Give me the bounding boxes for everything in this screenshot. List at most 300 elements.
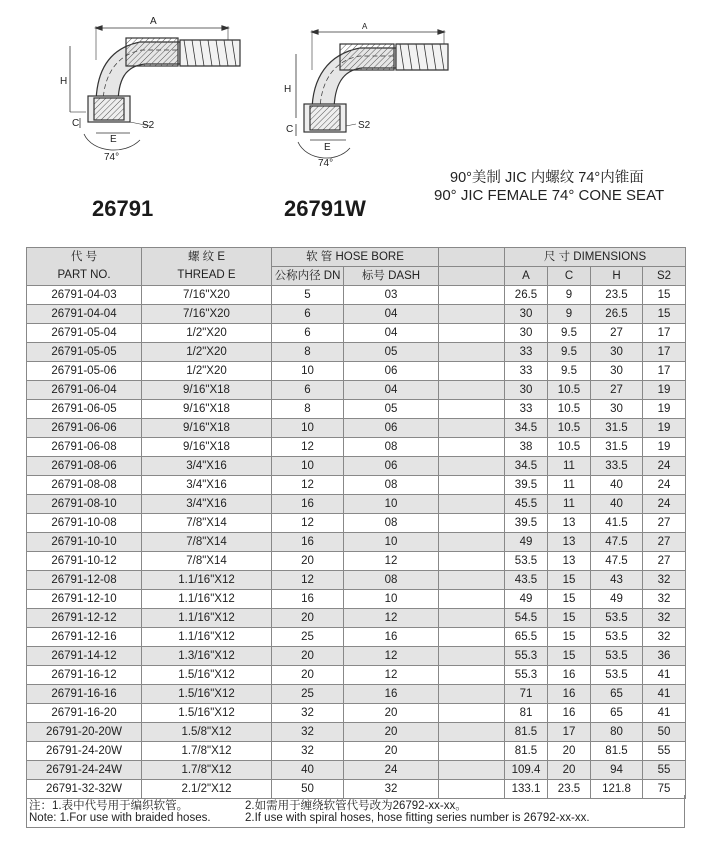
- cell-c: 15: [548, 571, 591, 590]
- cell-part-no: 26791-08-06: [27, 457, 142, 476]
- cell-thread: 1.1/16"X12: [142, 590, 272, 609]
- cell-thread: 7/16"X20: [142, 305, 272, 324]
- cell-h: 23.5: [591, 286, 643, 305]
- header-dash: 标号 DASH: [344, 267, 439, 286]
- cell-c: 16: [548, 666, 591, 685]
- cell-h: 47.5: [591, 533, 643, 552]
- header-gap-cell: [439, 248, 505, 267]
- cell-s2: 27: [643, 533, 686, 552]
- cell-c: 10.5: [548, 419, 591, 438]
- cell-thread: 1.3/16"X12: [142, 647, 272, 666]
- cell-a: 26.5: [505, 286, 548, 305]
- cell-h: 40: [591, 476, 643, 495]
- cell-part-no: 26791-14-12: [27, 647, 142, 666]
- cell-dn: 6: [272, 324, 344, 343]
- cell-gap: [439, 514, 505, 533]
- cell-gap: [439, 381, 505, 400]
- cell-h: 43: [591, 571, 643, 590]
- cell-c: 13: [548, 514, 591, 533]
- title-chinese: 90°美制 JIC 内螺纹 74°内锥面: [450, 170, 644, 186]
- cell-h: 94: [591, 761, 643, 780]
- cell-h: 27: [591, 381, 643, 400]
- cell-s2: 19: [643, 438, 686, 457]
- cell-c: 11: [548, 457, 591, 476]
- cell-s2: 15: [643, 305, 686, 324]
- cell-h: 65: [591, 704, 643, 723]
- cell-dash: 10: [344, 533, 439, 552]
- cell-a: 133.1: [505, 780, 548, 799]
- cell-dn: 20: [272, 552, 344, 571]
- cell-c: 11: [548, 495, 591, 514]
- cell-part-no: 26791-16-12: [27, 666, 142, 685]
- cell-part-no: 26791-16-20: [27, 704, 142, 723]
- cell-dn: 10: [272, 457, 344, 476]
- label-a-1: A: [150, 16, 157, 27]
- cell-dn: 20: [272, 666, 344, 685]
- cell-a: 34.5: [505, 457, 548, 476]
- cell-part-no: 26791-05-04: [27, 324, 142, 343]
- cell-gap: [439, 438, 505, 457]
- cell-h: 80: [591, 723, 643, 742]
- cell-dn: 50: [272, 780, 344, 799]
- cell-thread: 7/16"X20: [142, 286, 272, 305]
- header-row-en: [27, 267, 686, 286]
- cell-part-no: 26791-04-04: [27, 305, 142, 324]
- header-thread-cn: 螺 纹 E: [142, 248, 272, 267]
- notes-box: [26, 795, 685, 828]
- label-h-2: H: [284, 84, 292, 95]
- table-row: [27, 533, 686, 552]
- cell-c: 9.5: [548, 343, 591, 362]
- cell-a: 39.5: [505, 476, 548, 495]
- cell-part-no: 26791-06-08: [27, 438, 142, 457]
- cell-h: 26.5: [591, 305, 643, 324]
- cell-dn: 20: [272, 609, 344, 628]
- cell-s2: 41: [643, 704, 686, 723]
- cell-thread: 7/8"X14: [142, 552, 272, 571]
- cell-s2: 24: [643, 495, 686, 514]
- table-row: [27, 590, 686, 609]
- cell-dn: 12: [272, 514, 344, 533]
- cell-c: 15: [548, 590, 591, 609]
- note-en-2: 2.If use with spiral hoses, hose fitting series number is 26792-xx-xx.: [245, 812, 590, 824]
- cell-thread: 9/16"X18: [142, 381, 272, 400]
- spec-table: [26, 247, 686, 799]
- cell-s2: 41: [643, 685, 686, 704]
- cell-gap: [439, 476, 505, 495]
- cell-part-no: 26791-24-24W: [27, 761, 142, 780]
- cell-a: 71: [505, 685, 548, 704]
- header-hose-cn: 软 管 HOSE BORE: [272, 248, 439, 267]
- cell-s2: 27: [643, 514, 686, 533]
- cell-dash: 08: [344, 571, 439, 590]
- cell-dash: 12: [344, 552, 439, 571]
- cell-h: 41.5: [591, 514, 643, 533]
- label-angle-1: 74°: [104, 152, 120, 163]
- cell-gap: [439, 761, 505, 780]
- cell-c: 13: [548, 552, 591, 571]
- cell-s2: 55: [643, 742, 686, 761]
- table-row: [27, 571, 686, 590]
- cell-gap: [439, 685, 505, 704]
- cell-h: 65: [591, 685, 643, 704]
- model-number-26791w: 26791W: [284, 196, 366, 221]
- cell-part-no: 26791-12-12: [27, 609, 142, 628]
- label-angle-2: 74°: [318, 158, 334, 169]
- cell-dn: 25: [272, 628, 344, 647]
- cell-s2: 17: [643, 343, 686, 362]
- cell-s2: 32: [643, 571, 686, 590]
- cell-dash: 12: [344, 647, 439, 666]
- cell-part-no: 26791-05-06: [27, 362, 142, 381]
- cell-thread: 1.1/16"X12: [142, 609, 272, 628]
- cell-dn: 6: [272, 381, 344, 400]
- table-row: [27, 514, 686, 533]
- header-dn: 公称内径 DN: [272, 267, 344, 286]
- cell-h: 30: [591, 362, 643, 381]
- cell-thread: 1.1/16"X12: [142, 571, 272, 590]
- cell-part-no: 26791-12-08: [27, 571, 142, 590]
- cell-thread: 9/16"X18: [142, 400, 272, 419]
- cell-s2: 41: [643, 666, 686, 685]
- cell-dash: 16: [344, 685, 439, 704]
- cell-c: 9.5: [548, 324, 591, 343]
- cell-thread: 1/2"X20: [142, 362, 272, 381]
- cell-dash: 32: [344, 780, 439, 799]
- header-dims-cn: 尺 寸 DIMENSIONS: [505, 248, 686, 267]
- cell-gap: [439, 647, 505, 666]
- label-e-1: E: [110, 134, 117, 145]
- cell-a: 54.5: [505, 609, 548, 628]
- cell-a: 30: [505, 324, 548, 343]
- cell-a: 34.5: [505, 419, 548, 438]
- cell-dash: 05: [344, 400, 439, 419]
- table-row: [27, 704, 686, 723]
- cell-a: 49: [505, 533, 548, 552]
- table-row: [27, 362, 686, 381]
- header-h: H: [591, 267, 643, 286]
- cell-s2: 32: [643, 609, 686, 628]
- cell-c: 9.5: [548, 362, 591, 381]
- cell-h: 33.5: [591, 457, 643, 476]
- table-row: [27, 343, 686, 362]
- cell-dash: 20: [344, 704, 439, 723]
- cell-h: 31.5: [591, 419, 643, 438]
- cell-thread: 9/16"X18: [142, 438, 272, 457]
- cell-h: 40: [591, 495, 643, 514]
- drawing-26791w: [296, 30, 448, 158]
- cell-c: 10.5: [548, 438, 591, 457]
- cell-dash: 08: [344, 438, 439, 457]
- cell-gap: [439, 457, 505, 476]
- cell-gap: [439, 609, 505, 628]
- cell-c: 9: [548, 286, 591, 305]
- cell-dash: 20: [344, 742, 439, 761]
- cell-part-no: 26791-20-20W: [27, 723, 142, 742]
- cell-dn: 12: [272, 571, 344, 590]
- table-row: [27, 742, 686, 761]
- table-row: [27, 419, 686, 438]
- cell-h: 53.5: [591, 628, 643, 647]
- cell-dn: 16: [272, 495, 344, 514]
- cell-dn: 8: [272, 400, 344, 419]
- cell-c: 17: [548, 723, 591, 742]
- cell-part-no: 26791-10-12: [27, 552, 142, 571]
- cell-dn: 10: [272, 419, 344, 438]
- cell-s2: 24: [643, 457, 686, 476]
- cell-thread: 3/4"X16: [142, 495, 272, 514]
- cell-a: 65.5: [505, 628, 548, 647]
- cell-a: 39.5: [505, 514, 548, 533]
- cell-dn: 32: [272, 723, 344, 742]
- cell-dash: 04: [344, 381, 439, 400]
- cell-gap: [439, 571, 505, 590]
- header-part-en: PART NO.: [27, 267, 142, 286]
- cell-a: 38: [505, 438, 548, 457]
- cell-dn: 16: [272, 590, 344, 609]
- cell-gap: [439, 495, 505, 514]
- table-row: [27, 305, 686, 324]
- model-number-26791: 26791: [92, 196, 154, 221]
- cell-h: 121.8: [591, 780, 643, 799]
- cell-s2: 19: [643, 381, 686, 400]
- cell-dn: 5: [272, 286, 344, 305]
- table-row: [27, 552, 686, 571]
- cell-dash: 08: [344, 476, 439, 495]
- header-row-cn: [27, 248, 686, 267]
- cell-gap: [439, 590, 505, 609]
- cell-gap: [439, 628, 505, 647]
- cell-a: 33: [505, 400, 548, 419]
- cell-dn: 12: [272, 438, 344, 457]
- cell-c: 23.5: [548, 780, 591, 799]
- cell-a: 81.5: [505, 723, 548, 742]
- cell-c: 15: [548, 609, 591, 628]
- cell-dash: 06: [344, 457, 439, 476]
- cell-s2: 75: [643, 780, 686, 799]
- label-a-2: A: [362, 22, 368, 31]
- table-row: [27, 761, 686, 780]
- table-row: [27, 286, 686, 305]
- cell-part-no: 26791-08-08: [27, 476, 142, 495]
- cell-s2: 24: [643, 476, 686, 495]
- cell-gap: [439, 286, 505, 305]
- header-gap-cell: [439, 267, 505, 286]
- cell-dash: 05: [344, 343, 439, 362]
- cell-s2: 17: [643, 324, 686, 343]
- cell-c: 15: [548, 628, 591, 647]
- cell-dn: 40: [272, 761, 344, 780]
- cell-dash: 10: [344, 495, 439, 514]
- cell-s2: 32: [643, 590, 686, 609]
- cell-c: 10.5: [548, 400, 591, 419]
- cell-s2: 36: [643, 647, 686, 666]
- cell-c: 16: [548, 704, 591, 723]
- cell-gap: [439, 305, 505, 324]
- cell-thread: 3/4"X16: [142, 476, 272, 495]
- cell-thread: 1.5/16"X12: [142, 685, 272, 704]
- cell-gap: [439, 362, 505, 381]
- cell-part-no: 26791-12-16: [27, 628, 142, 647]
- cell-gap: [439, 742, 505, 761]
- cell-dash: 06: [344, 419, 439, 438]
- note-en-1: Note: 1.For use with braided hoses.: [29, 812, 211, 824]
- table-row: [27, 400, 686, 419]
- header-s2: S2: [643, 267, 686, 286]
- cell-thread: 2.1/2"X12: [142, 780, 272, 799]
- label-e-2: E: [324, 142, 331, 153]
- cell-part-no: 26791-08-10: [27, 495, 142, 514]
- label-c-1: C: [72, 118, 80, 129]
- cell-dash: 08: [344, 514, 439, 533]
- cell-dn: 20: [272, 647, 344, 666]
- cell-thread: 1.7/8"X12: [142, 761, 272, 780]
- cell-thread: 1/2"X20: [142, 343, 272, 362]
- cell-h: 53.5: [591, 609, 643, 628]
- cell-part-no: 26791-04-03: [27, 286, 142, 305]
- cell-dash: 06: [344, 362, 439, 381]
- cell-thread: 7/8"X14: [142, 514, 272, 533]
- cell-part-no: 26791-12-10: [27, 590, 142, 609]
- cell-gap: [439, 343, 505, 362]
- table-row: [27, 628, 686, 647]
- cell-s2: 55: [643, 761, 686, 780]
- cell-part-no: 26791-32-32W: [27, 780, 142, 799]
- cell-a: 43.5: [505, 571, 548, 590]
- header-c: C: [548, 267, 591, 286]
- cell-dn: 25: [272, 685, 344, 704]
- cell-a: 81.5: [505, 742, 548, 761]
- cell-c: 10.5: [548, 381, 591, 400]
- cell-dn: 8: [272, 343, 344, 362]
- cell-s2: 17: [643, 362, 686, 381]
- cell-part-no: 26791-16-16: [27, 685, 142, 704]
- note-cn-1: 注：1.表中代号用于编织软管。: [29, 800, 189, 812]
- cell-dash: 03: [344, 286, 439, 305]
- cell-thread: 1.5/16"X12: [142, 704, 272, 723]
- cell-a: 30: [505, 305, 548, 324]
- table-row: [27, 381, 686, 400]
- cell-part-no: 26791-24-20W: [27, 742, 142, 761]
- header-part-cn: 代 号: [27, 248, 142, 267]
- cell-h: 30: [591, 400, 643, 419]
- label-s2-2: S2: [358, 120, 371, 131]
- table-row: [27, 666, 686, 685]
- cell-dash: 12: [344, 609, 439, 628]
- cell-a: 55.3: [505, 666, 548, 685]
- label-h-1: H: [60, 76, 68, 87]
- header-a: A: [505, 267, 548, 286]
- cell-thread: 1/2"X20: [142, 324, 272, 343]
- cell-dash: 24: [344, 761, 439, 780]
- cell-thread: 1.7/8"X12: [142, 742, 272, 761]
- cell-dash: 12: [344, 666, 439, 685]
- drawing-26791: [70, 26, 240, 150]
- cell-dn: 32: [272, 704, 344, 723]
- table-row: [27, 457, 686, 476]
- cell-c: 9: [548, 305, 591, 324]
- cell-a: 81: [505, 704, 548, 723]
- cell-gap: [439, 723, 505, 742]
- cell-s2: 19: [643, 419, 686, 438]
- title-english: 90° JIC FEMALE 74° CONE SEAT: [434, 187, 665, 204]
- cell-c: 20: [548, 761, 591, 780]
- cell-c: 11: [548, 476, 591, 495]
- cell-thread: 1.5/8"X12: [142, 723, 272, 742]
- cell-c: 15: [548, 647, 591, 666]
- cell-h: 27: [591, 324, 643, 343]
- cell-thread: 1.1/16"X12: [142, 628, 272, 647]
- cell-gap: [439, 704, 505, 723]
- cell-s2: 50: [643, 723, 686, 742]
- cell-h: 47.5: [591, 552, 643, 571]
- cell-a: 33: [505, 343, 548, 362]
- cell-a: 55.3: [505, 647, 548, 666]
- cell-part-no: 26791-10-08: [27, 514, 142, 533]
- cell-s2: 15: [643, 286, 686, 305]
- cell-dash: 04: [344, 324, 439, 343]
- cell-part-no: 26791-05-05: [27, 343, 142, 362]
- label-c-2: C: [286, 124, 294, 135]
- cell-a: 109.4: [505, 761, 548, 780]
- cell-dn: 12: [272, 476, 344, 495]
- cell-dn: 10: [272, 362, 344, 381]
- cell-a: 33: [505, 362, 548, 381]
- label-s2-1: S2: [142, 120, 155, 131]
- note-cn-2: 2.如需用于缠绕软管代号改为26792-xx-xx。: [245, 800, 467, 812]
- table-row: [27, 647, 686, 666]
- cell-thread: 7/8"X14: [142, 533, 272, 552]
- cell-gap: [439, 552, 505, 571]
- cell-part-no: 26791-06-05: [27, 400, 142, 419]
- cell-dash: 20: [344, 723, 439, 742]
- cell-dn: 16: [272, 533, 344, 552]
- cell-c: 16: [548, 685, 591, 704]
- cell-dash: 10: [344, 590, 439, 609]
- cell-gap: [439, 533, 505, 552]
- cell-thread: 9/16"X18: [142, 419, 272, 438]
- cell-part-no: 26791-06-06: [27, 419, 142, 438]
- cell-dn: 6: [272, 305, 344, 324]
- table-row: [27, 324, 686, 343]
- cell-h: 31.5: [591, 438, 643, 457]
- cell-h: 81.5: [591, 742, 643, 761]
- cell-h: 53.5: [591, 666, 643, 685]
- cell-dn: 32: [272, 742, 344, 761]
- header-thread-en: THREAD E: [142, 267, 272, 286]
- table-row: [27, 685, 686, 704]
- cell-part-no: 26791-06-04: [27, 381, 142, 400]
- cell-gap: [439, 666, 505, 685]
- cell-c: 20: [548, 742, 591, 761]
- cell-a: 45.5: [505, 495, 548, 514]
- table-row: [27, 609, 686, 628]
- cell-thread: 3/4"X16: [142, 457, 272, 476]
- cell-c: 13: [548, 533, 591, 552]
- cell-gap: [439, 419, 505, 438]
- cell-dash: 16: [344, 628, 439, 647]
- cell-s2: 32: [643, 628, 686, 647]
- cell-part-no: 26791-10-10: [27, 533, 142, 552]
- table-row: [27, 438, 686, 457]
- cell-h: 53.5: [591, 647, 643, 666]
- cell-h: 49: [591, 590, 643, 609]
- table-row: [27, 495, 686, 514]
- cell-gap: [439, 324, 505, 343]
- cell-h: 30: [591, 343, 643, 362]
- cell-a: 53.5: [505, 552, 548, 571]
- cell-gap: [439, 400, 505, 419]
